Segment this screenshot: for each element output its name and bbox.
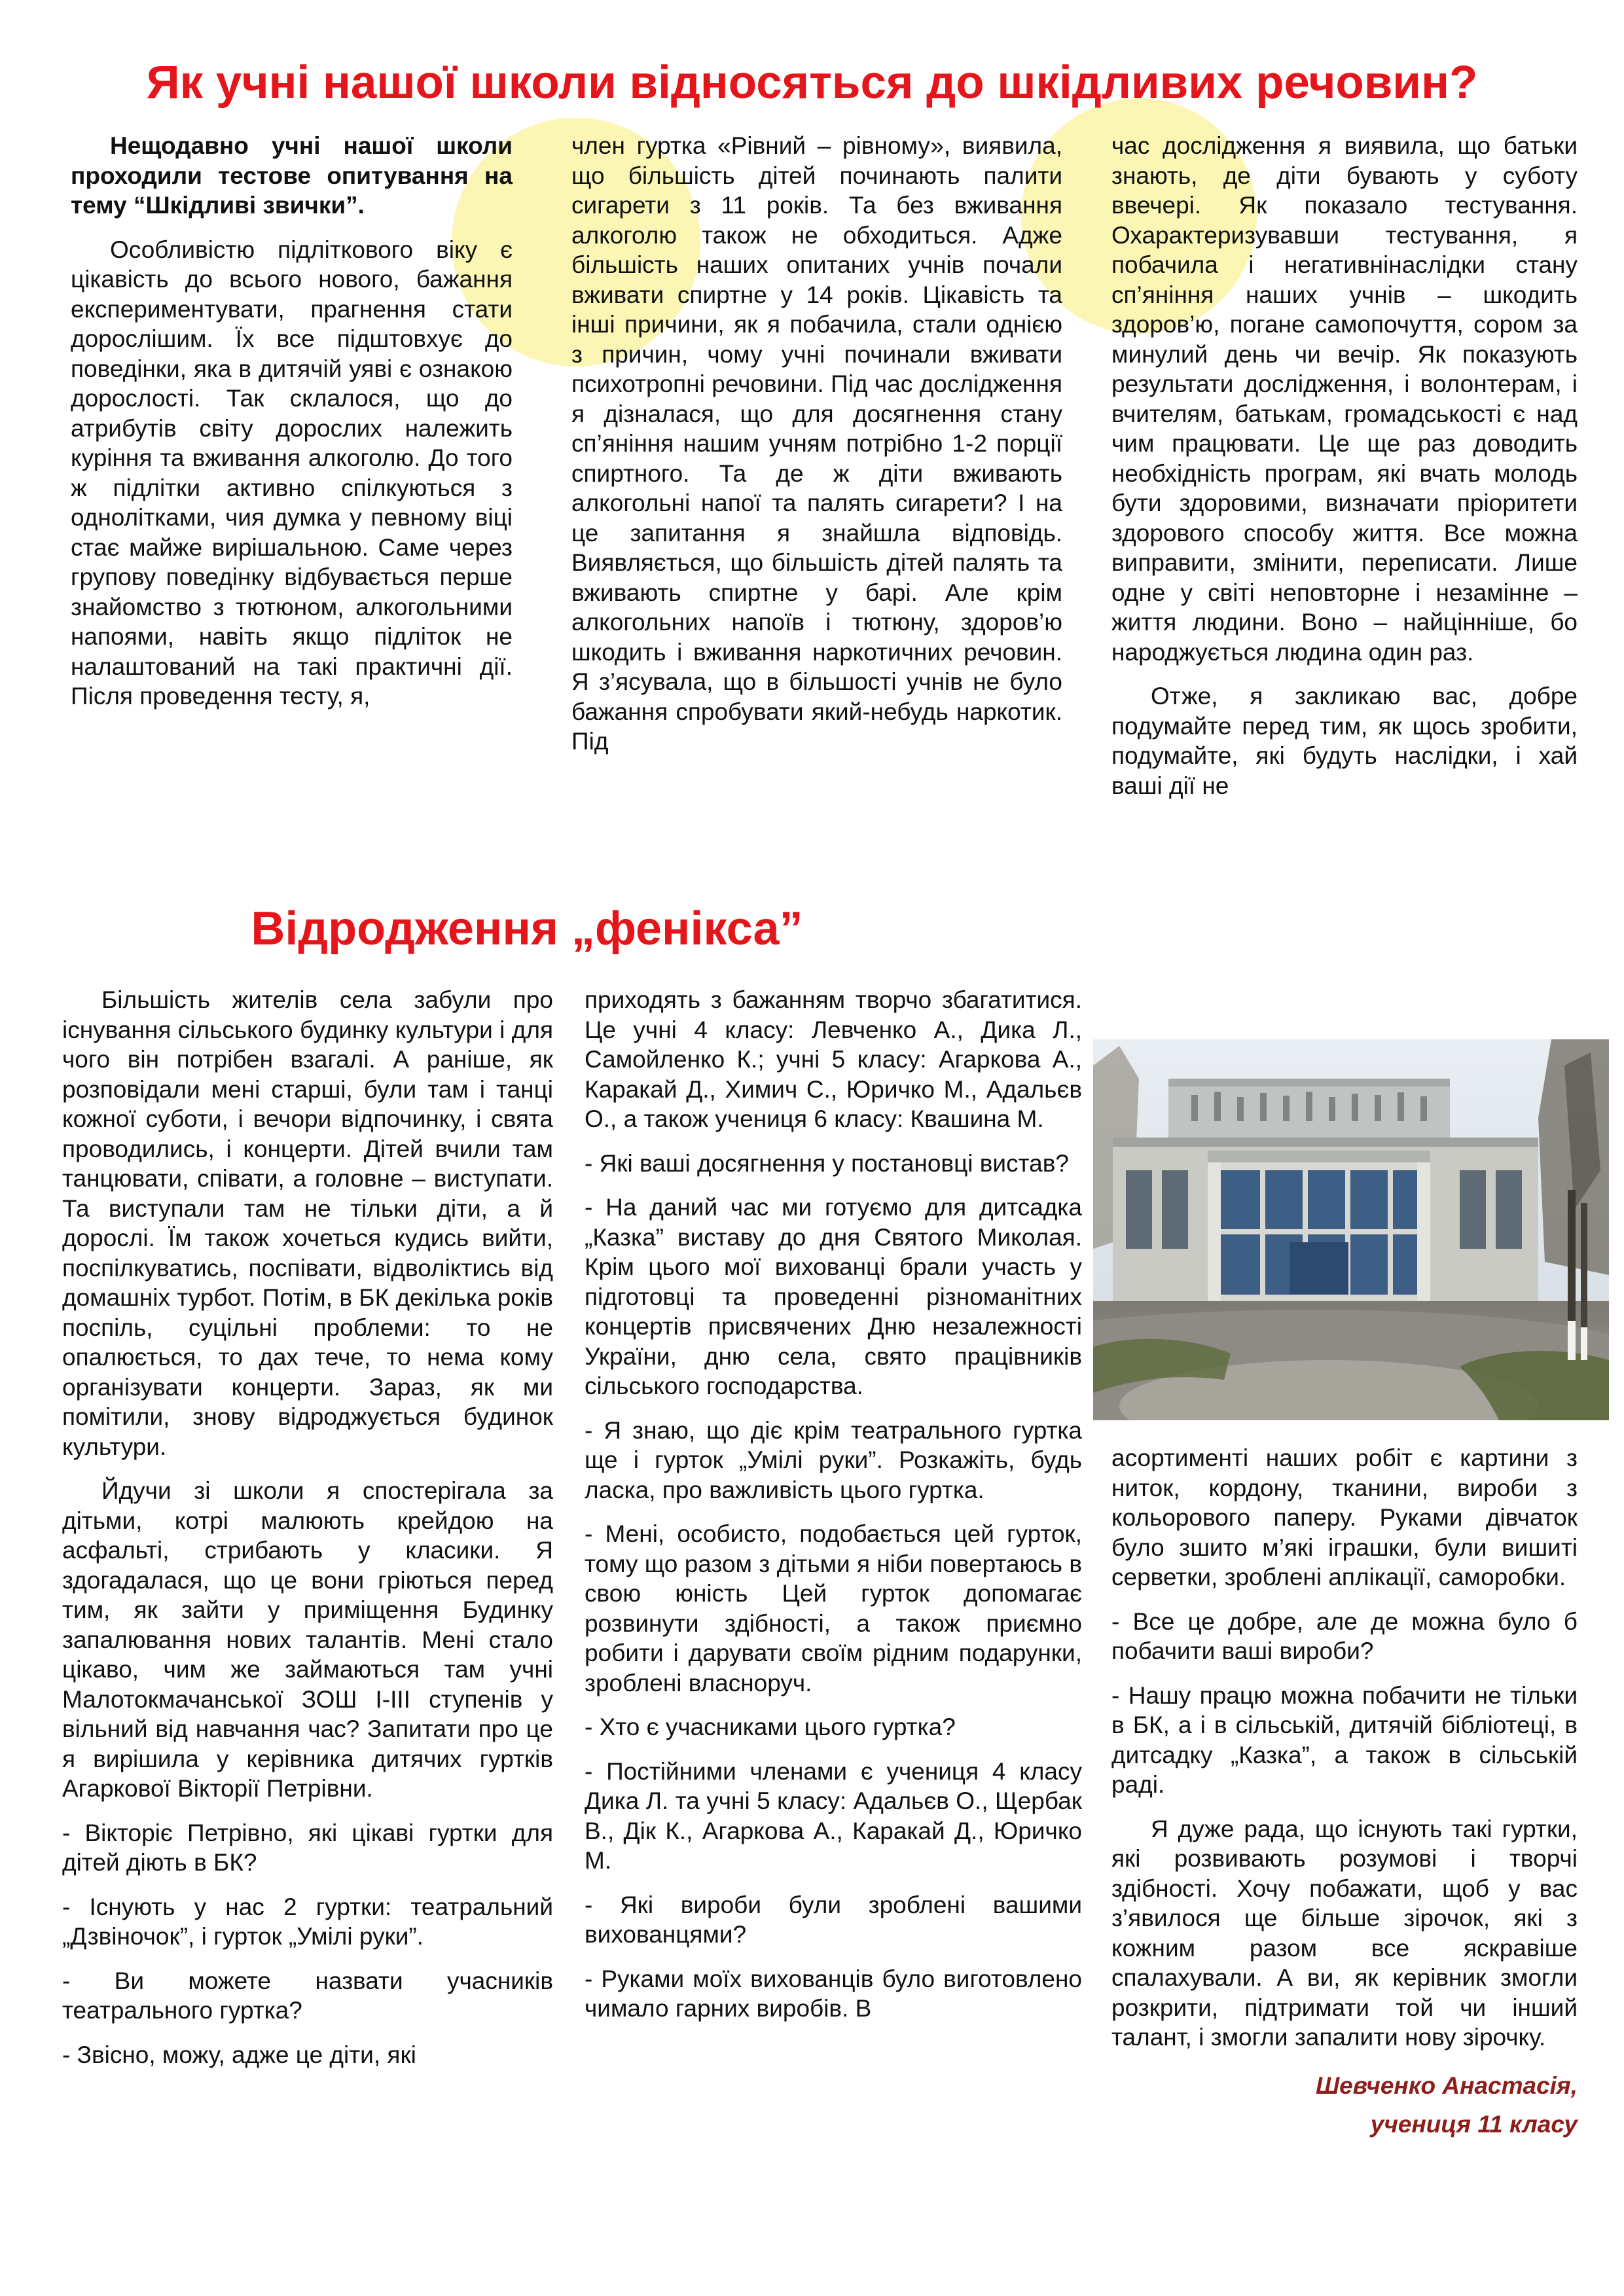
article2-col2-paragraph: - На даний час ми готуємо для дитсадка „Казка” виставу до дня Святого Миколая. Крім цього мої вихованці брали участь у підготовці та проведенні різноманітних концертів присвячених Дню незалежності України, дню села, свято працівників сільського господарства. xyxy=(585,1194,1082,1399)
article2-col1-paragraph: - Існують у нас 2 гуртки: театральний „Дзвіночок”, і гурток „Умілі руки”. xyxy=(62,1893,553,1950)
article1-column-3 xyxy=(1111,131,1578,800)
article2-col1-paragraph: Йдучи зі школи я спостерігала за дітьми, котрі малюють крейдою на асфальті, стрибають у класики. Я здогадалася, що це вони гріються перед тим, як зайти у приміщення Будинку запалювання нових талантів. Мені стало цікаво, чим же займаються там учні Малотокмачанської ЗОШ І-ІІІ ступенів у вільний від навчання час? Запитати про це я вирішила у керівника дитячих гуртків Агаркової Вікторії Петрівни. xyxy=(62,1477,553,1802)
article2-col3-paragraph: асортименті наших робіт є картини з ниток, кордону, тканини, вироби з кольорового паперу. Руками дівчаток було зшито м’які іграшки, були вишиті серветки, зроблені аплікації, саморобки. xyxy=(1111,1444,1578,1590)
culture-house-photo xyxy=(1093,1039,1609,1420)
article2-col1-paragraph: - Ви можете назвати учасників театрального гуртка? xyxy=(62,1967,553,2024)
article1-col1-paragraph: Особливістю підліткового віку є цікавість до всього нового, бажання експериментувати, прагнення стати дорослішим. Їх все підштовхує до поведінки, яка в дитячій уяві є ознакою дорослості. Так склалося, що до атрибутів світу дорослих належить куріння та вживання алкоголю. До того ж підлітки активно спілкуються з однолітками, чия думка у певному віці стає майже вирішальною. Саме через групову поведінку відбувається перше знайомство з тютюном, алкогольними напоями, навіть якщо підліток не налаштований на такі практичні дії. Після проведення тесту, я, xyxy=(71,236,513,709)
article2-col2-paragraph: - Я знаю, що діє крім театрального гуртка ще і гурток „Умілі руки”. Розкажіть, будь ласка, про важливість цього гуртка. xyxy=(585,1416,1082,1503)
article1-lead: Нещодавно учні нашої школи проходили тестове опитування на тему “Шкідливі звички”. xyxy=(71,132,513,219)
article1-col3-paragraph-2: Отже, я закликаю вас, добре подумайте перед тим, як щось зробити, подумайте, які будуть наслідки, і хай ваші дії не xyxy=(1111,683,1578,799)
article2-col3-paragraph: - Все це добре, але де можна було б побачити ваші вироби? xyxy=(1111,1607,1578,1664)
article2-col2-paragraph: - Постійними членами є учениця 4 класу Дика Л. та учні 5 класу: Адальєв О., Щербак В., Дік К., Агаркова А., Каракай Д., Юричко М. xyxy=(585,1757,1082,1874)
article2-col3-paragraph: Я дуже рада, що існують такі гуртки, які розвивають розумові і творчі здібності. Хочу побажати, щоб у вас з’явилося ще більше зірочок, які з кожним разом все яскравіше спалахували. А ви, як керівник змогли розкрити, підтримати той чи інший талант, і змогли запалити нову зірочку. xyxy=(1111,1815,1578,2051)
article2-col2-paragraph: - Які вироби були зроблені вашими вихованцями? xyxy=(585,1891,1082,1948)
article1-column-1 xyxy=(71,131,513,711)
article2-col1-paragraph: - Вікторіє Петрівно, які цікаві гуртки для дітей діють в БК? xyxy=(62,1819,553,1876)
article1-column-2 xyxy=(571,131,1062,757)
author-class: учениця 11 класу xyxy=(1370,2111,1578,2138)
article1-title: Як учні нашої школи відносяться до шкідливих речовин? xyxy=(146,57,1478,109)
article2-column-3 xyxy=(1111,1443,1578,2154)
article2-col2-paragraph: - Які ваші досягнення у постановці вистав? xyxy=(585,1149,1069,1177)
article2-col2-paragraph: приходять з бажанням творчо збагатитися. Це учні 4 класу: Левченко А., Дика Л., Самойленко К.; учні 5 класу: Агаркова А., Каракай Д., Химич С., Юричко М., Адальєв О., а також учениця 6 класу: Квашина М. xyxy=(585,986,1082,1132)
article2-column-2 xyxy=(585,985,1082,2024)
article2-col2-paragraph: - Мені, особисто, подобається цей гурток, тому що разом з дітьми я ніби повертаюсь в свою юність Цей гурток допомагає розвинути здібності, а також приємно робити і дарувати своїм рідним подарунки, зроблені власноруч. xyxy=(585,1520,1082,1696)
article2-title: Відродження „фенікса” xyxy=(251,903,803,955)
article2-column-1 xyxy=(62,985,553,2070)
article1-col3-paragraph-1: час дослідження я виявила, що батьки знають, де діти бувають у суботу ввечері. Як показало тестування. Охарактеризувавши тестування, я побачила і негативнінаслідки стану сп’яніння наших учнів – шкодить здоров’ю, погане самопочуття, сором за минулий день чи вечір. Як показують результати дослідження, і волонтерам, і вчителям, батькам, громадськості є над чим працювати. Це ще раз доводить необхідність програм, які вчать молодь бути здоровими, визначати пріоритети здорового способу життя. Все можна виправити, змінити, переписати. Лише одне у світі неповторне і незамінне – життя людини. Воно – найцінніше, бо народжується людина один раз. xyxy=(1111,132,1578,666)
article2-col2-paragraph: - Руками моїх вихованців було виготовлено чимало гарних виробів. В xyxy=(585,1965,1082,2022)
article2-col1-paragraph: Більшість жителів села забули про існування сільського будинку культури і для чого він потрібен взагалі. А раніше, як розповідали мені старші, були там і танці кожної суботи, і вечори відпочинку, і свята проводились, і концерти. Дітей вчили там танцювати, співати, а головне – виступати. Та виступали там не тільки діти, а й дорослі. Їм також хочеться кудись вийти, поспілкуватись, поспівати, відволіктись від домашніх турбот. Потім, в БК декілька років поспіль, суцільні проблеми: то не опалюється, то дах тече, то нема кому організувати концерти. Зараз, як ми помітили, знову відроджується будинок культури. xyxy=(62,986,553,1460)
article2-col2-paragraph: - Хто є учасниками цього гуртка? xyxy=(585,1713,956,1740)
article2-col1-paragraph: - Звісно, можу, адже це діти, які xyxy=(62,2041,416,2068)
article1-col2-paragraph: член гуртка «Рівний – рівному», виявила, що більшість дітей починають палити сигарети з 11 років. Та без вживання алкоголю також не обходиться. Адже більшість наших опитаних учнів почали вживати спиртне у 14 років. Цікавість та інші причини, як я побачила, стали однією з причин, чому учні починали вживати психотропні речовини. Під час дослідження я дізналася, що для досягнення стану сп’яніння нашим учням потрібно 1-2 порції спиртного. Та де ж діти вживають алкогольні напої та палять сигарети? І на це запитання я знайшла відповідь. Виявляється, що більшість дітей палять та вживають спиртне у барі. Але крім алкогольних напоїв і тютюну, здоров’ю шкодить і вживання наркотичних речовин. Я з’ясувала, що в більшості учнів не було бажання спробувати який-небудь наркотик. Під xyxy=(571,132,1062,755)
article2-col3-paragraph: - Нашу працю можна побачити не тільки в БК, а і в сільській, дитячій бібліотеці, в дитсадку „Казка”, а також в сільській раді. xyxy=(1111,1681,1578,1798)
culture-house-image xyxy=(1093,1039,1609,1420)
author-name: Шевченко Анастасія, xyxy=(1315,2072,1578,2099)
